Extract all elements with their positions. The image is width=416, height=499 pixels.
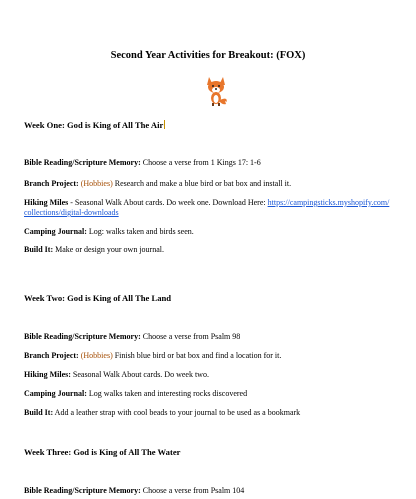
week-one-hiking: Hiking Miles - Seasonal Walk About cards. Do week one. Download Here: https://campingsticks.myshopify.com/ [24,198,390,207]
text-cursor [164,120,165,129]
week-two-branch: Branch Project: (Hobbies) Finish blue bird or bat box and find a location for it. [24,351,282,360]
week-three-heading: Week Three: God is King of All The Water [24,447,181,457]
download-link[interactable]: https://campingsticks.myshopify.com/ [267,198,390,207]
week-one-hiking-link-cont [24,208,119,217]
week-one-build: Build It: Make or design your own journal. [24,245,164,254]
week-two-camping: Camping Journal: Log walks taken and interesting rocks discovered [24,389,248,398]
week-three-bible: Bible Reading/Scripture Memory: Choose a verse from Psalm 104 [24,486,245,495]
download-link-cont[interactable]: collections/digital-downloads [24,208,119,217]
week-two-bible: Bible Reading/Scripture Memory: Choose a verse from Psalm 98 [24,332,241,341]
page-title: Second Year Activities for Breakout: (FOX) [110,50,306,61]
fox-icon [201,74,231,106]
week-two-heading: Week Two: God is King of All The Land [24,293,172,303]
week-one-bible: Bible Reading/Scripture Memory: Choose a verse from 1 Kings 17: 1-6 [24,158,261,167]
week-one-heading: Week One: God is King of All The Air [24,120,164,130]
week-two-build: Build It: Add a leather strap with cool beads to your journal to be used as a bookmark [24,408,301,417]
week-one-branch: Branch Project: (Hobbies) Research and make a blue bird or bat box and install it. [24,179,292,188]
week-one-camping: Camping Journal: Log: walks taken and birds seen. [24,227,194,236]
week-two-hiking: Hiking Miles: Seasonal Walk About cards. Do week two. [24,370,209,379]
